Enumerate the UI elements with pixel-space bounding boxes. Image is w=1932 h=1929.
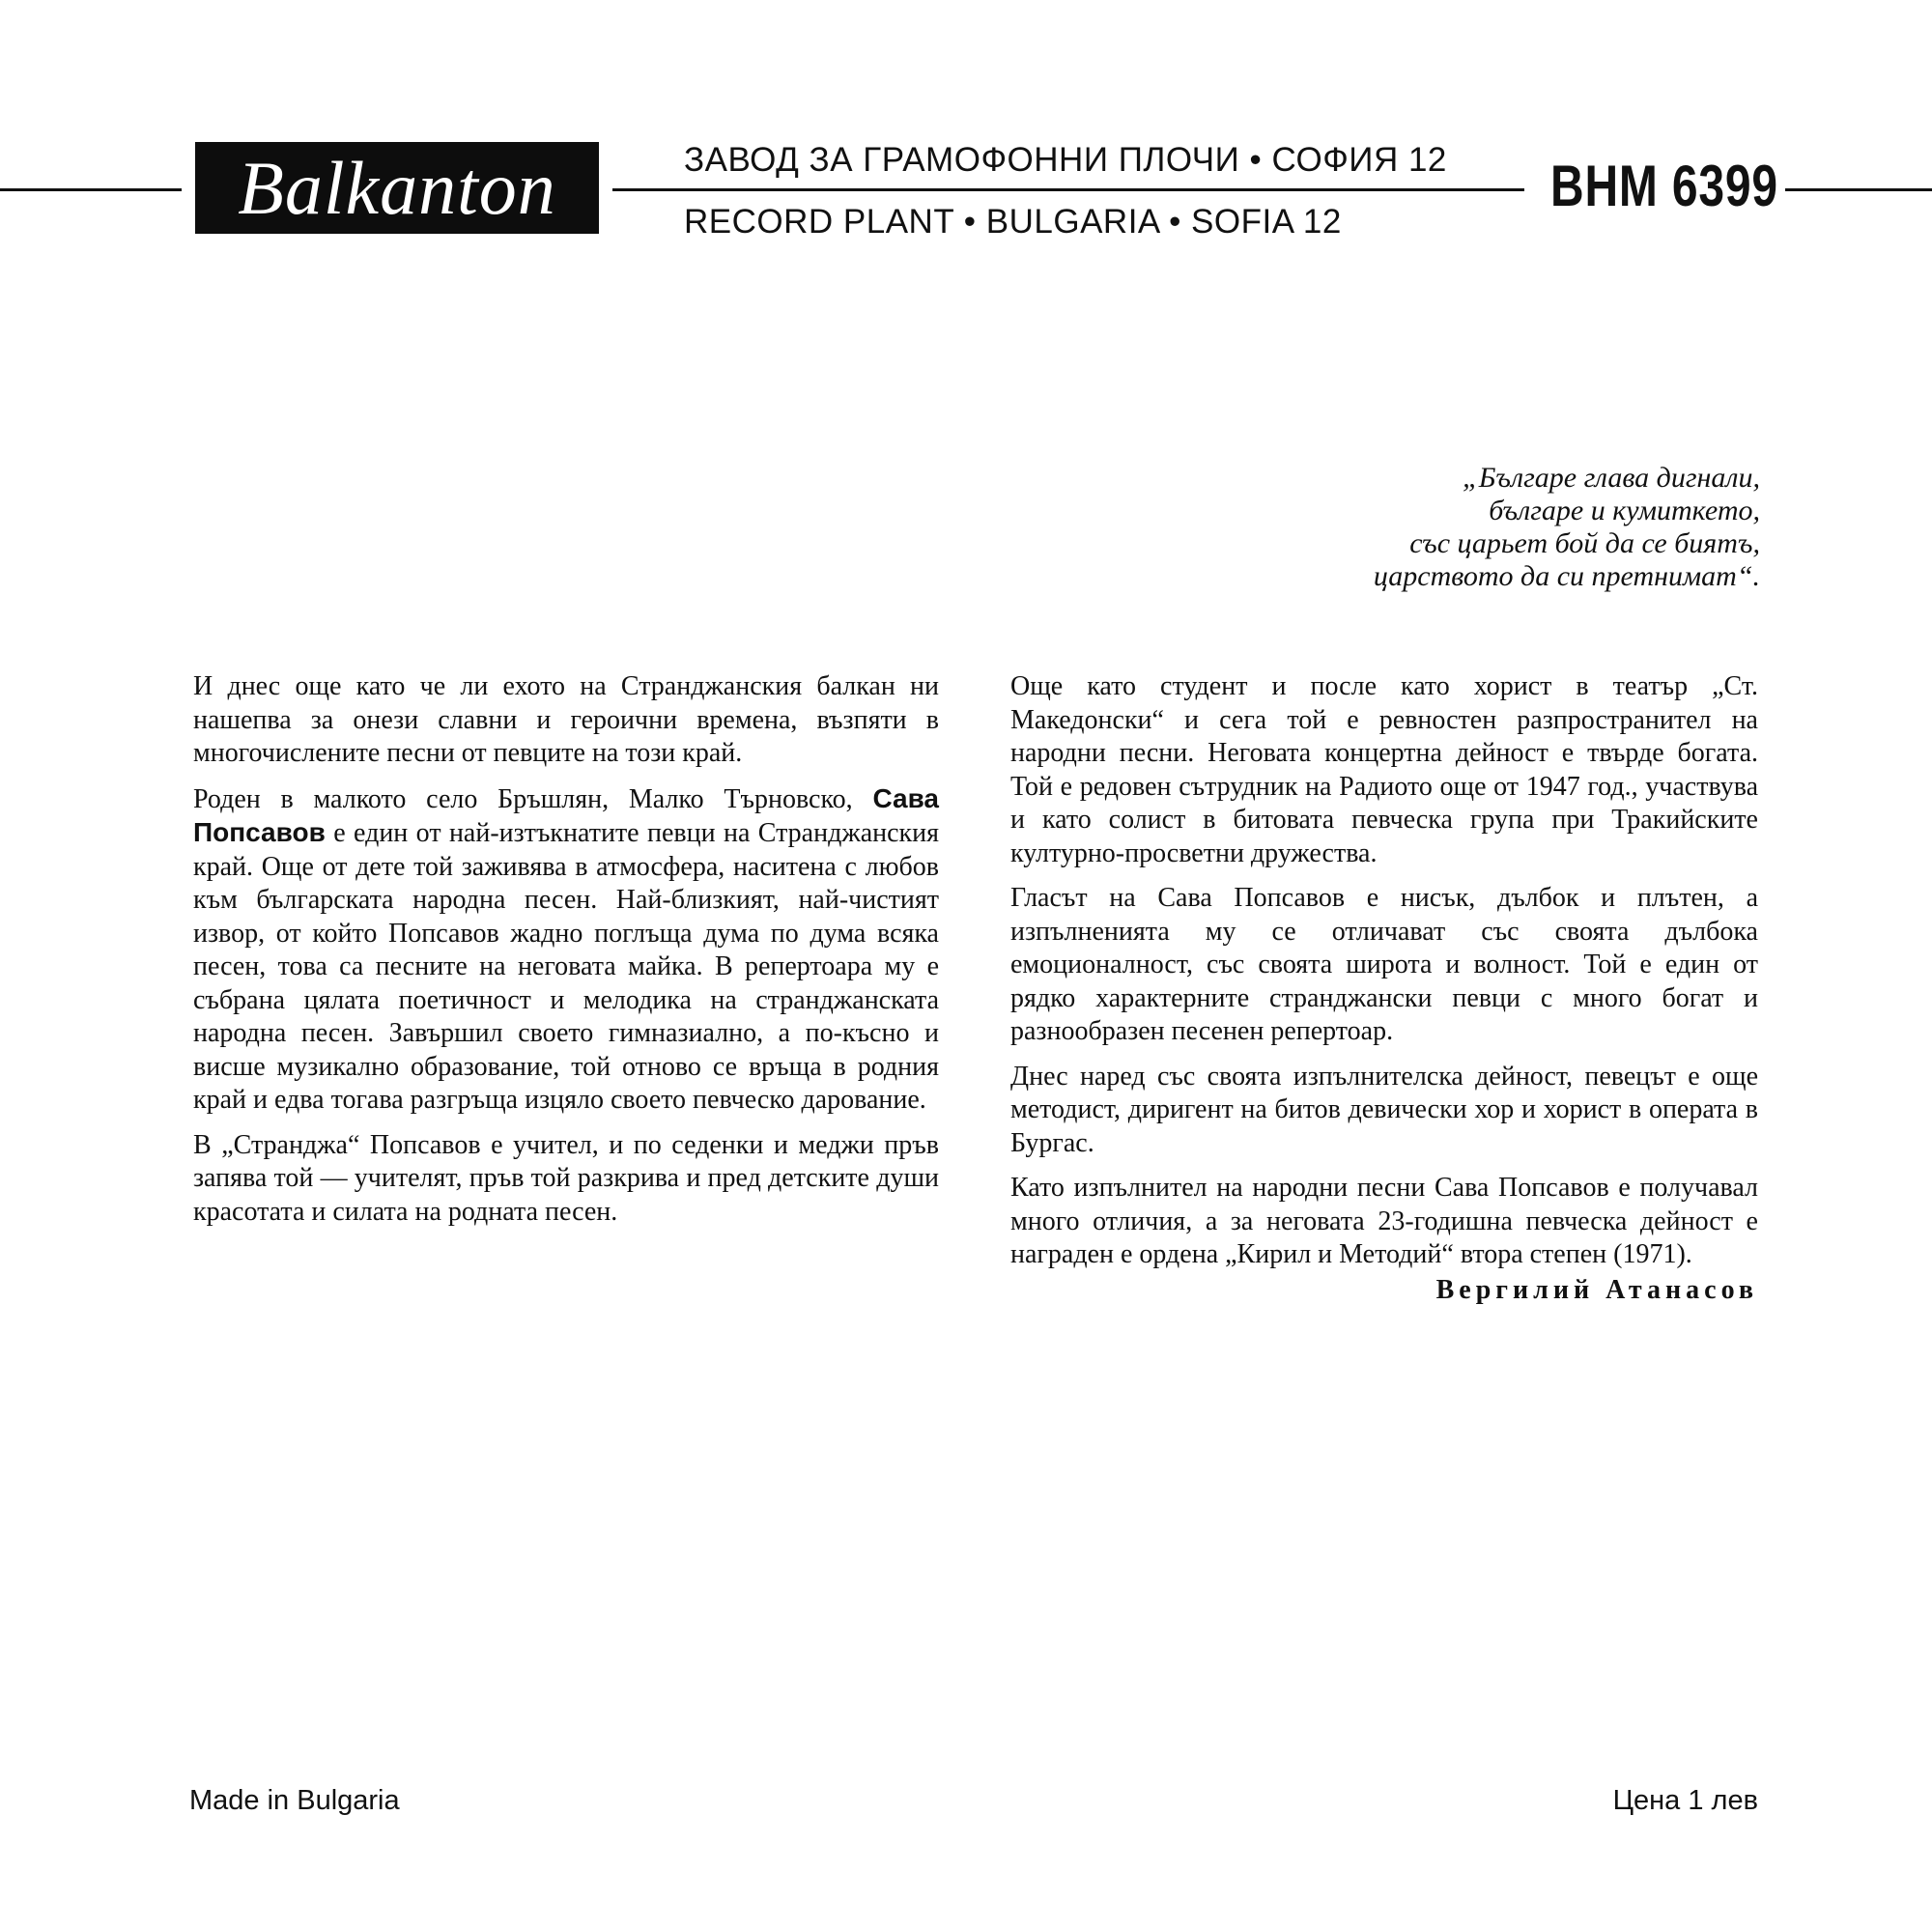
epigraph-line: със царьет бой да се биятъ, [1409,527,1760,559]
plant-line-bulgarian: ЗАВОД ЗА ГРАМОФОННИ ПЛОЧИ • СОФИЯ 12 [684,141,1447,179]
article-paragraph: Днес наред със своята изпълнителска дейност, певецът е още методист, диригент на битов девически хор и хорист в операта в Бургас. [1010,1061,1758,1158]
epigraph-line: българе и кумиткето, [1489,495,1760,526]
paragraph-text: е един от най-изтъкнатите певци на Странджанския край. Още от дете той заживява в атмосфера, наситена с любов към българската народна песен. Най-близкият, най-чистият извор, от който Попсавов жадно поглъща дума по дума всяка песен, това са песните на неговата майка. В репертоара му е събрана цялата поетичност и мелодика на странджанската народна песен. Завършил своето гимназиално, а по-късно и висше музикално образование, той отново се връща в родния край и едва тогава разгръща изцяло своето певческо дарование. [193,818,939,1115]
price-label: Цена 1 лев [1612,1785,1758,1816]
header-rule-right [1785,188,1932,191]
article-paragraph: Още като студент и после като хорист в театър „Ст. Македонски“ и сега той е ревностен разпространител на народни песни. Неговата концертна дейност е твърде богата. Той е редовен сътрудник на Радиото още от 1947 год., участвува и като солист в битовата певческа група при Тракийските културно-просветни дружества. [1010,671,1758,868]
article-paragraph: Гласът на Сава Попсавов е нисък, дълбок и плътен, а изпълненията му се отличават със своята дълбока емоционалност, със своята широта и волност. Той е един от рядко характерните странджански певци с много богат и разнообразен песенен репертоар. [1010,883,1758,1046]
article-column-left [193,670,939,1240]
article-paragraph: Като изпълнител на народни песни Сава Попсавов е получавал много отличия, а за неговата 23-годишна певческа дейност е награден е ордена „Кирил и Методий“ втора степен (1971). [1010,1173,1758,1269]
article-column-right [1010,670,1758,1307]
plant-line-english: RECORD PLANT • BULGARIA • SOFIA 12 [684,203,1342,241]
logo-text: Balkanton [238,145,556,230]
header-rule-left [0,188,182,191]
made-in-label: Made in Bulgaria [189,1785,400,1816]
catalog-number: ВНМ 6399 [1550,154,1778,218]
balkanton-logo [195,142,599,234]
author-signature: Вергилий Атанасов [1435,1274,1758,1305]
epigraph [1374,462,1760,593]
singer-name: Сава Попсавов [193,782,939,847]
paragraph-text: Роден в малкото село Бръшлян, Малко Търновско, [193,783,873,814]
header-rule-middle [612,188,1524,191]
epigraph-line: „Българе глава дигнали, [1463,462,1760,494]
article-paragraph: В „Странджа“ Попсавов е учител, и по седенки и меджи пръв запява той — учителят, пръв той разкрива и пред детските души красотата и силата на родната песен. [193,1129,939,1227]
epigraph-line: царството да си претнимат“. [1373,560,1760,592]
article-paragraph [193,782,939,1118]
article-paragraph: И днес още като че ли ехото на Странджанския балкан ни нашепва за онези славни и героични времена, възпяти в многочислените песни от певците на този край. [193,671,939,768]
